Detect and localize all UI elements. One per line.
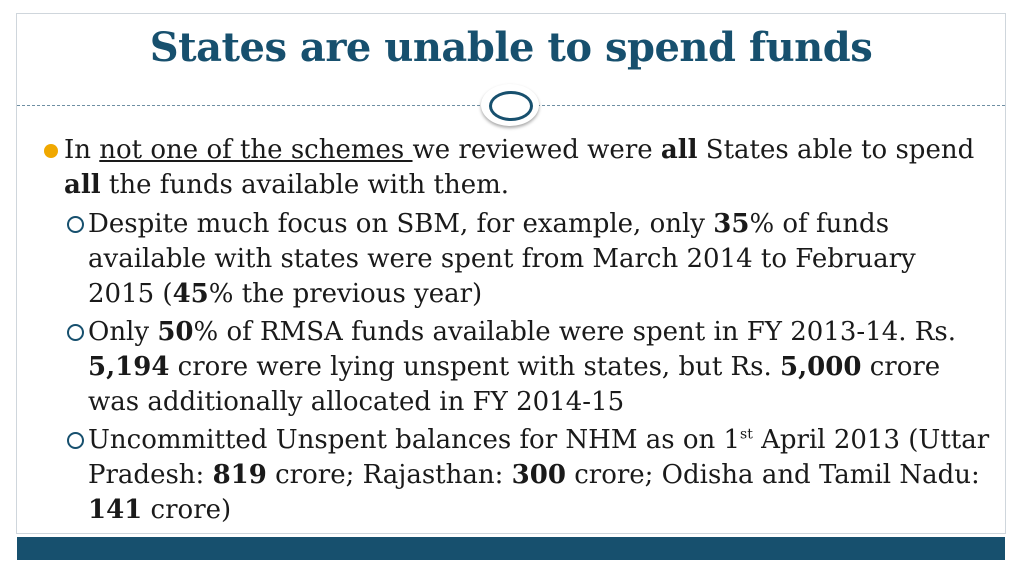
ring-ornament-icon <box>481 84 539 126</box>
text-run: Despite much focus on SBM, for example, only <box>88 209 714 239</box>
sub-bullet-nhm <box>40 423 990 528</box>
text-run: States able to spend <box>697 135 975 165</box>
text-run: % the previous year) <box>208 279 483 309</box>
bold-text: 819 <box>212 460 267 490</box>
bold-text: 45 <box>172 279 209 309</box>
open-circle-bullet-icon <box>67 216 84 233</box>
footer-bar <box>17 537 1005 560</box>
bold-text: 5,000 <box>780 352 862 382</box>
sub-bullet-rmsa <box>40 315 990 420</box>
text-run: Only <box>88 317 158 347</box>
text-run: % of funds available with states were spent from March 2014 to February 2015 ( <box>88 209 916 309</box>
filled-circle-bullet-icon <box>44 144 58 158</box>
text-run: April 2013 (Uttar Pradesh: <box>88 425 990 490</box>
bold-text: 5,194 <box>88 352 170 382</box>
ring-ornament-inner <box>489 91 533 121</box>
bold-text: all <box>64 170 101 200</box>
text-run: In <box>64 135 100 165</box>
text-run: Uncommitted Unspent balances for NHM as on 1 <box>88 425 741 455</box>
slide-title: States are unable to spend funds <box>149 24 873 71</box>
slide-body <box>40 133 990 528</box>
text-run: crore) <box>142 495 232 525</box>
bold-text: 50 <box>157 317 194 347</box>
bold-text: 300 <box>511 460 566 490</box>
text-run: the funds available with them. <box>100 170 510 200</box>
bullet-item-main <box>40 133 990 203</box>
sub-bullet-sbm <box>40 207 990 312</box>
text-run: we reviewed were <box>412 135 661 165</box>
text-run: crore; Odisha and Tamil Nadu: <box>565 460 980 490</box>
text-run: % of RMSA funds available were spent in FY 2013-14. Rs. <box>193 317 956 347</box>
text-run: crore was additionally allocated in FY 2014-15 <box>88 352 941 417</box>
bold-text: 35 <box>713 209 750 239</box>
open-circle-bullet-icon <box>67 324 84 341</box>
text-run: crore were lying unspent with states, but Rs. <box>169 352 781 382</box>
underlined-text: not one of the schemes <box>99 135 413 165</box>
bold-text: 141 <box>88 495 143 525</box>
bold-text: all <box>660 135 698 165</box>
text-run: crore; Rajasthan: <box>266 460 512 490</box>
open-circle-bullet-icon <box>67 432 84 449</box>
superscript-text: st <box>740 426 753 443</box>
